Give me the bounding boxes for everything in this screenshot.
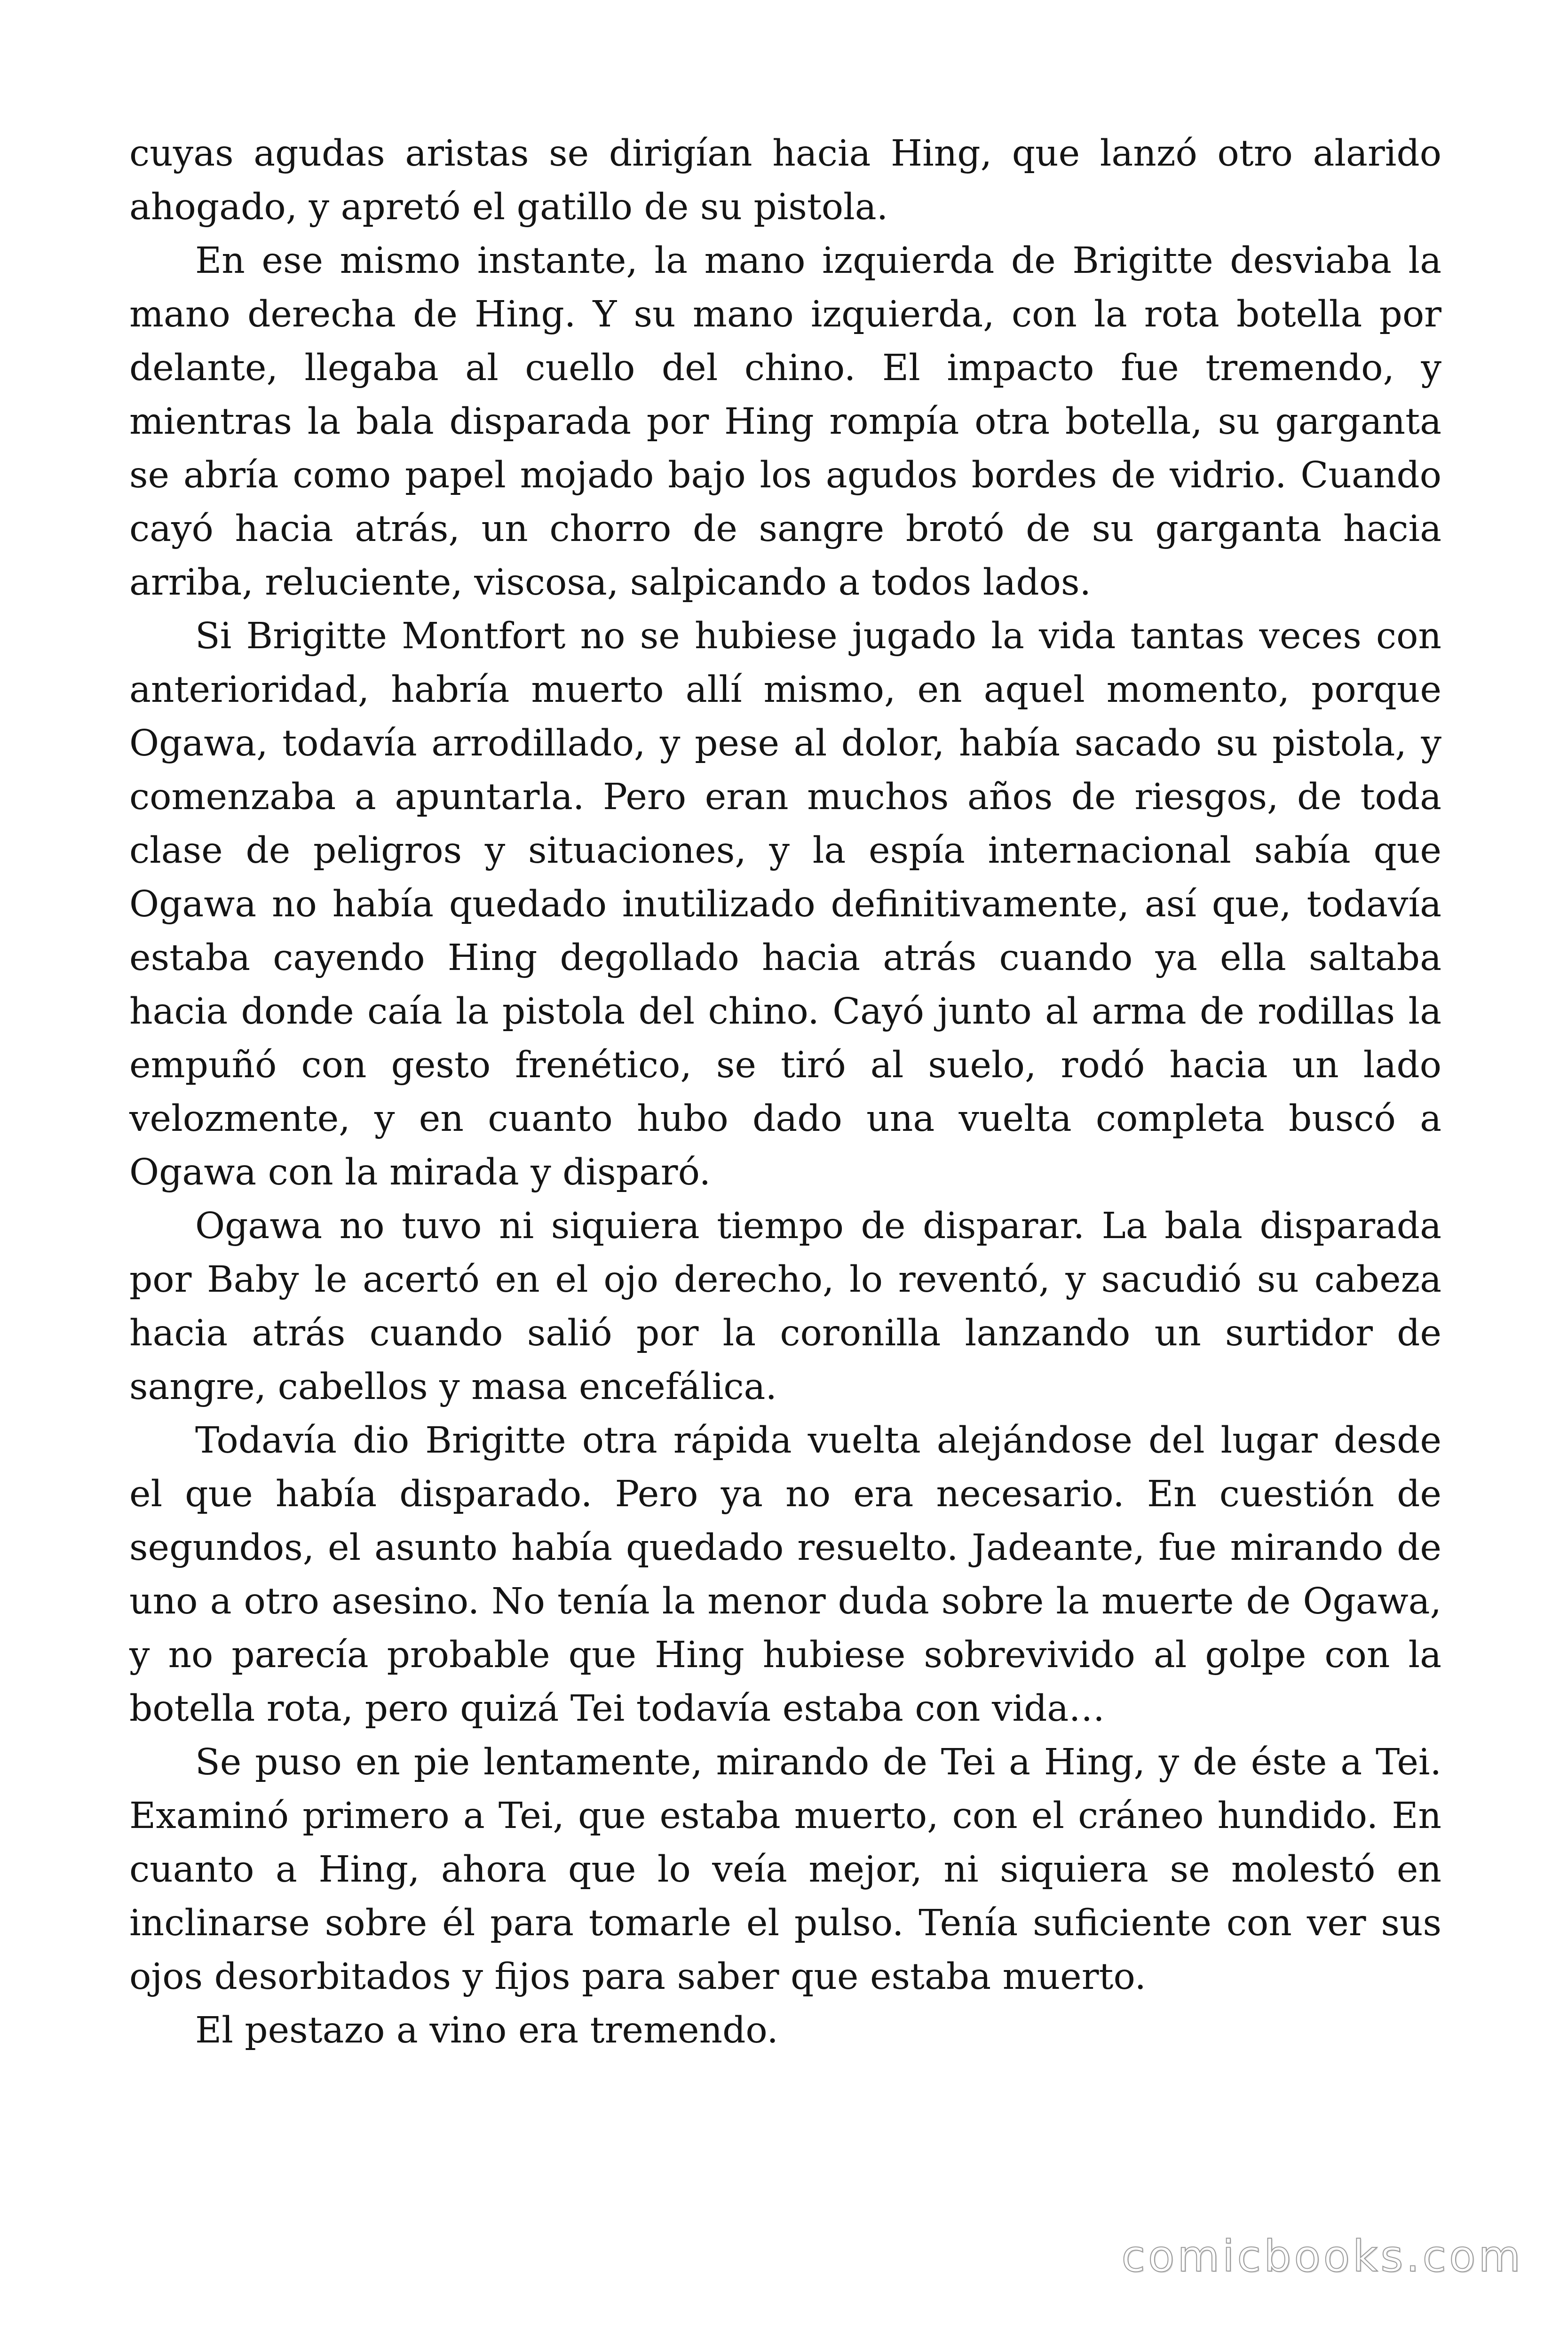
paragraph-6: Se puso en pie lentamente, mirando de Tei a Hing, y de éste a Tei. Examinó primero a Tei, que estaba muerto, con el cráneo hundido. En cuanto a Hing, ahora que lo veía mejor, ni siquiera se molestó en inclinarse sobre él para tomarle el pulso. Tenía suficiente con ver sus ojos desorbitados y fijos para saber que estaba muerto. xyxy=(129,1741,1441,1998)
paragraph-5: Todavía dio Brigitte otra rápida vuelta alejándose del lugar desde el que había disparado. Pero ya no era necesario. En cuestión de segundos, el asunto había quedado resuelto. Jadeante, fue mirando de uno a otro asesino. No tenía la menor duda sobre la muerte de Ogawa, y no parecía probable que Hing hubiese sobrevivido al golpe con la botella rota, pero quizá Tei todavía estaba con vida… xyxy=(129,1420,1441,1730)
watermark: comicbooks.com xyxy=(1121,2231,1523,2281)
paragraph-1: cuyas agudas aristas se dirigían hacia Hing, que lanzó otro alarido ahogado, y apretó el gatillo de su pistola. xyxy=(129,133,1441,228)
paragraph-2: En ese mismo instante, la mano izquierda de Brigitte desviaba la mano derecha de Hing. Y su mano izquierda, con la rota botella por delante, llegaba al cuello del chino. El impacto fue tremendo, y mientras la bala disparada por Hing rompía otra botella, su garganta se abría como papel mojado bajo los agudos bordes de vidrio. Cuando cayó hacia atrás, un chorro de sangre brotó de su garganta hacia arriba, reluciente, viscosa, salpicando a todos lados. xyxy=(129,240,1441,604)
page-body xyxy=(129,127,1441,2058)
paragraph-3: Si Brigitte Montfort no se hubiese jugado la vida tantas veces con anterioridad, habría muerto allí mismo, en aquel momento, porque Ogawa, todavía arrodillado, y pese al dolor, había sacado su pistola, y comenzaba a apuntarla. Pero eran muchos años de riesgos, de toda clase de peligros y situaciones, y la espía internacional sabía que Ogawa no había quedado inutilizado definitivamente, así que, todavía estaba cayendo Hing degollado hacia atrás cuando ya ella saltaba hacia donde caía la pistola del chino. Cayó junto al arma de rodillas la empuñó con gesto frenético, se tiró al suelo, rodó hacia un lado velozmente, y en cuanto hubo dado una vuelta completa buscó a Ogawa con la mirada y disparó. xyxy=(129,615,1441,1193)
paragraph-7: El pestazo a vino era tremendo. xyxy=(195,2010,778,2051)
paragraph-4: Ogawa no tuvo ni siquiera tiempo de disparar. La bala disparada por Baby le acertó en el ojo derecho, lo reventó, y sacudió su cabeza hacia atrás cuando salió por la coronilla lanzando un surtidor de sangre, cabellos y masa encefálica. xyxy=(129,1205,1441,1408)
